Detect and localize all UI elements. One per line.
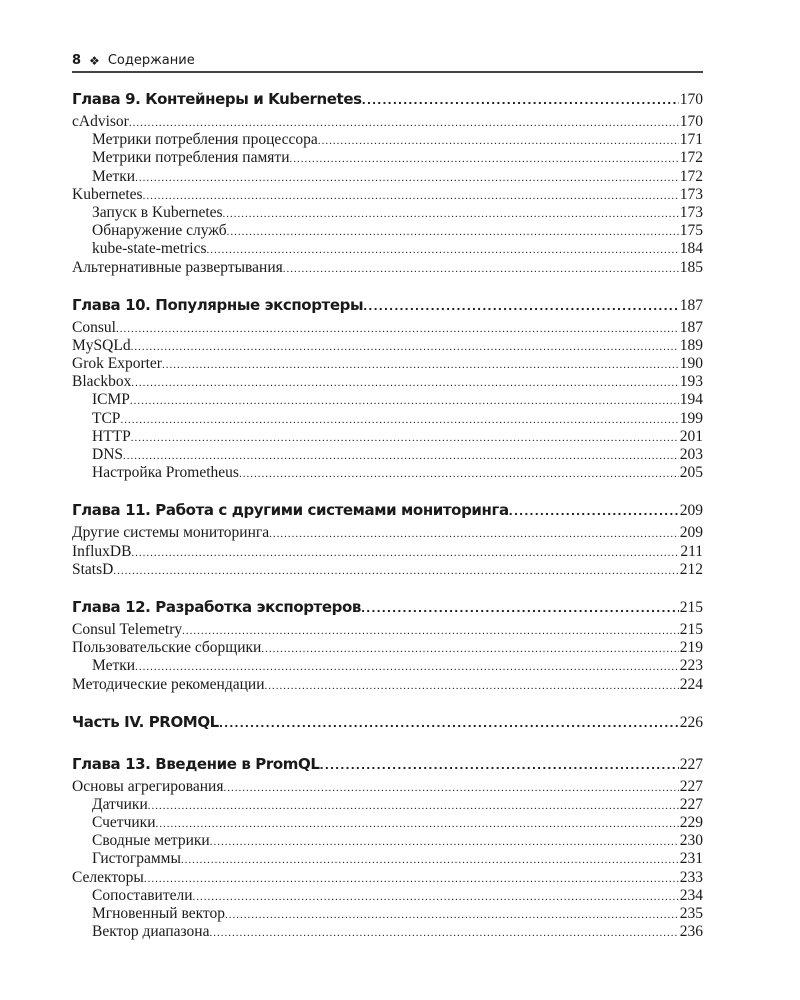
toc-chapter-entry[interactable] (72, 499, 703, 521)
toc-section-entry[interactable] (72, 355, 703, 373)
toc-section-entry[interactable] (72, 259, 703, 277)
toc-entry-page: 190 (679, 355, 703, 373)
section-spacer (72, 277, 703, 294)
toc-entry-page: 234 (679, 886, 703, 904)
dot-leader (206, 241, 678, 258)
toc-entry-title: Методические рекомендации (72, 675, 265, 693)
toc-section-entry[interactable] (72, 676, 703, 694)
ornament-icon: ❖ (89, 53, 100, 68)
toc-entry-title: Гистограммы (92, 850, 181, 868)
dot-leader (144, 870, 679, 887)
toc-entry-page: 175 (679, 222, 703, 240)
toc-entry-page: 193 (679, 373, 703, 391)
toc-subsection-entry[interactable] (72, 391, 703, 409)
dot-leader (148, 797, 679, 814)
toc-entry-page: 173 (679, 185, 703, 203)
toc-entry-title: Consul Telemetry (72, 620, 183, 638)
toc-entry-page: 199 (679, 409, 703, 427)
toc-section-entry[interactable] (72, 561, 703, 579)
toc-entry-title: Часть IV. PROMQL (72, 712, 219, 731)
toc-section-entry[interactable] (72, 337, 703, 355)
toc-entry-page: 184 (679, 240, 703, 258)
toc-entry-title: Сопоставители (92, 886, 193, 904)
toc-entry-title: Настройка Prometheus (92, 464, 239, 482)
dot-leader (261, 640, 678, 657)
toc-subsection-entry[interactable] (72, 814, 703, 832)
dot-leader (143, 187, 679, 204)
toc-entry-page: 211 (680, 542, 703, 560)
toc-entry-page: 227 (679, 795, 703, 813)
toc-entry-title: Метрики потребления процессора (92, 131, 318, 149)
toc-entry-title: MySQLd (72, 336, 131, 354)
toc-entry-page: 215 (679, 598, 703, 616)
toc-entry-title: Метки (92, 657, 136, 675)
dot-leader (225, 906, 679, 923)
page-number: 8 (72, 53, 82, 68)
dot-leader (318, 132, 679, 149)
dot-leader (265, 677, 679, 694)
toc-entry-title: Датчики (92, 795, 148, 813)
toc-entry-title: Grok Exporter (72, 355, 162, 373)
toc-entry-title: Глава 10. Популярные экспортеры (72, 295, 364, 314)
dot-leader (135, 658, 679, 675)
toc-entry-page: 170 (679, 91, 703, 108)
toc-entry-page: 171 (679, 131, 703, 149)
dot-leader (219, 713, 679, 733)
toc-entry-title: Вектор диапазона (92, 923, 210, 941)
toc-subsection-entry[interactable] (72, 204, 703, 222)
toc-entry-title: Другие системы мониторинга (72, 524, 270, 542)
toc-section-entry[interactable] (72, 186, 703, 204)
toc-entry-page: 215 (679, 620, 703, 638)
dot-leader (181, 851, 679, 868)
toc-entry-page: 227 (679, 755, 703, 773)
toc-entry-page: 189 (679, 336, 703, 354)
toc-entry-page: 185 (679, 258, 703, 276)
dot-leader (193, 888, 679, 905)
dot-leader (131, 429, 679, 446)
toc-entry-page: 219 (679, 639, 703, 657)
dot-leader (223, 779, 678, 796)
toc-entry-page: 172 (679, 167, 703, 185)
dot-leader (209, 924, 678, 941)
toc-entry-page: 201 (679, 427, 703, 445)
toc-entry-title: Сводные метрики (92, 832, 210, 850)
toc-subsection-entry[interactable] (72, 905, 703, 923)
toc-entry-page: 235 (679, 905, 703, 922)
toc-entry-title: Основы агрегирования (72, 777, 224, 795)
dot-leader (320, 755, 679, 775)
toc-entry-title: cAdvisor (72, 113, 129, 130)
toc-entry-title: Глава 11. Работа с другими системами мониторинга (72, 501, 509, 520)
toc-entry-title: TCP (92, 409, 121, 427)
toc-entry-title: Альтернативные развертывания (72, 258, 283, 276)
toc-subsection-entry[interactable] (72, 850, 703, 868)
section-spacer (72, 482, 703, 499)
dot-leader (182, 622, 679, 639)
toc-subsection-entry[interactable] (72, 923, 703, 941)
dot-leader (123, 447, 679, 464)
toc-section-entry[interactable] (72, 319, 703, 337)
toc-section-entry[interactable] (72, 621, 703, 639)
dot-leader (509, 501, 679, 521)
toc-subsection-entry[interactable] (72, 168, 703, 186)
toc-chapter-entry[interactable] (72, 88, 703, 110)
toc-entry-page: 230 (679, 832, 703, 850)
toc-subsection-entry[interactable] (72, 887, 703, 905)
dot-leader (162, 356, 679, 373)
toc-entry-title: Глава 12. Разработка экспортеров (72, 597, 361, 616)
toc-entry-page: 205 (679, 464, 703, 482)
toc-entry-title: Метки (92, 167, 136, 185)
toc-section-entry[interactable] (72, 373, 703, 391)
dot-leader (116, 320, 679, 337)
toc-section-entry[interactable] (72, 113, 703, 131)
toc-entry-title: DNS (92, 446, 124, 463)
running-header (72, 50, 703, 73)
toc-entry-title: StatsD (72, 560, 114, 578)
toc-entry-title: Счетчики (92, 814, 156, 832)
dot-leader (361, 598, 679, 618)
toc-entry-page: 212 (679, 560, 703, 578)
toc-entry-page: 231 (679, 850, 703, 868)
toc-entry-page: 224 (679, 675, 703, 693)
dot-leader (131, 374, 678, 391)
toc-entry-page: 194 (679, 391, 703, 409)
toc-entry-title: kube-state-metrics (92, 240, 207, 258)
toc-section-entry[interactable] (72, 524, 703, 542)
toc-subsection-entry[interactable] (72, 222, 703, 240)
dot-leader (129, 114, 679, 131)
section-spacer (72, 694, 703, 711)
toc-entry-title: Пользовательские сборщики (72, 639, 262, 657)
toc-subsection-entry[interactable] (72, 149, 703, 167)
toc-chapter-entry[interactable] (72, 753, 703, 775)
section-spacer (72, 579, 703, 596)
dot-leader (113, 562, 678, 579)
dot-leader (131, 544, 679, 561)
toc-entry-page: 209 (679, 524, 703, 542)
toc-chapter-entry[interactable] (72, 596, 703, 618)
toc-entry-page: 236 (679, 923, 703, 941)
toc-subsection-entry[interactable] (72, 657, 703, 675)
toc-subsection-entry[interactable] (72, 131, 703, 149)
dot-leader (130, 392, 679, 409)
dot-leader (283, 260, 679, 277)
toc-subsection-entry[interactable] (72, 410, 703, 428)
dot-leader (362, 90, 679, 110)
dot-leader (269, 525, 679, 542)
toc-entry-page: 226 (679, 713, 703, 731)
toc-chapter-entry[interactable] (72, 711, 703, 733)
toc-section-entry[interactable] (72, 869, 703, 887)
toc-section-entry[interactable] (72, 639, 703, 657)
toc-entry-title: InfluxDB (72, 542, 132, 560)
toc-subsection-entry[interactable] (72, 446, 703, 464)
toc-entry-page: 233 (679, 868, 703, 886)
toc-chapter-entry[interactable] (72, 294, 703, 316)
toc-entry-title: ICMP (92, 391, 130, 409)
toc-entry-title: Глава 13. Введение в PromQL (72, 754, 320, 773)
toc-subsection-entry[interactable] (72, 832, 703, 850)
dot-leader (210, 833, 679, 850)
dot-leader (290, 150, 679, 167)
toc-entry-page: 187 (679, 296, 703, 314)
toc-entry-page: 172 (679, 149, 703, 167)
dot-leader (239, 465, 679, 482)
toc-entry-page: 209 (679, 502, 703, 520)
toc-entry-title: Глава 9. Контейнеры и Kubernetes (72, 90, 362, 108)
dot-leader (156, 815, 679, 832)
section-spacer (72, 736, 703, 753)
toc-entry-page: 223 (679, 657, 703, 675)
toc-entry-page: 203 (679, 446, 703, 463)
toc-subsection-entry[interactable] (72, 428, 703, 446)
toc-subsection-entry[interactable] (72, 464, 703, 482)
toc-entry-title: Consul (72, 318, 116, 336)
toc-entry-page: 170 (679, 113, 703, 130)
toc-entry-page: 173 (679, 203, 703, 221)
dot-leader (135, 169, 679, 186)
toc-entry-title: Blackbox (72, 373, 132, 391)
toc-entry-title: Селекторы (72, 868, 144, 886)
dot-leader (227, 223, 679, 240)
toc-section-entry[interactable] (72, 543, 703, 561)
dot-leader (120, 411, 678, 428)
dot-leader (223, 205, 679, 222)
toc-section-entry[interactable] (72, 778, 703, 796)
toc-entry-page: 187 (679, 318, 703, 336)
toc-entry-title: Обнаружение служб (92, 222, 227, 240)
toc-entry-title: Мгновенный вектор (92, 905, 225, 922)
toc-entry-title: Метрики потребления памяти (92, 149, 290, 167)
toc-entry-page: 227 (679, 777, 703, 795)
dot-leader (131, 338, 679, 355)
toc-subsection-entry[interactable] (72, 240, 703, 258)
running-header-title: Содержание (107, 53, 195, 68)
toc-entry-page: 229 (679, 814, 703, 832)
toc-entry-title: HTTP (92, 427, 131, 445)
table-of-contents (72, 88, 703, 941)
toc-entry-title: Kubernetes (72, 185, 143, 203)
toc-subsection-entry[interactable] (72, 796, 703, 814)
toc-entry-title: Запуск в Kubernetes (92, 203, 223, 221)
dot-leader (363, 296, 679, 316)
